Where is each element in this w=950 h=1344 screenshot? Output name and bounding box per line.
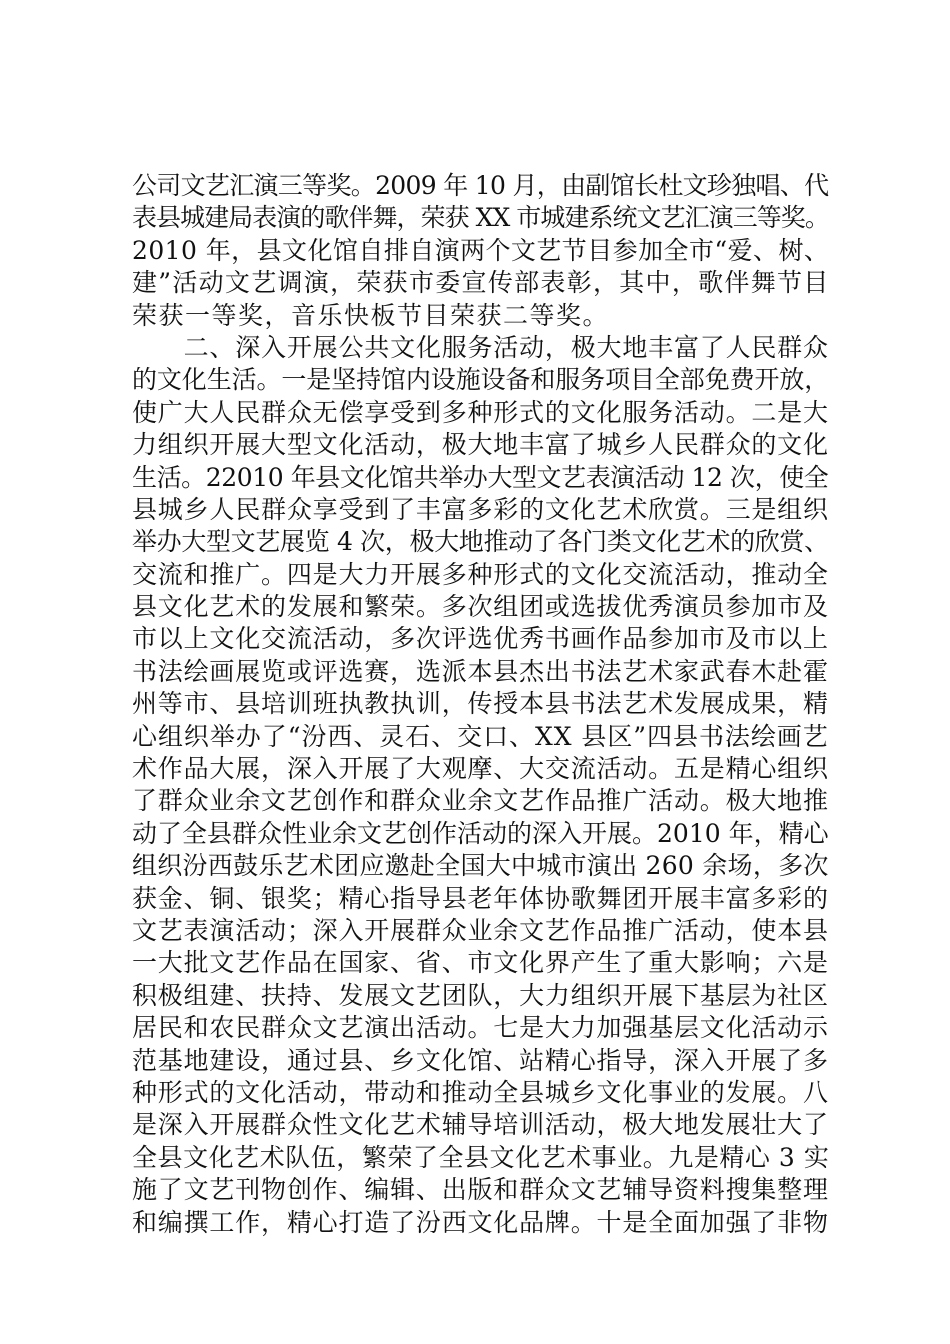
text-line: 生活。22010 年县文化馆共举办大型文艺表演活动 12 次，使全 xyxy=(132,462,829,492)
text-line: 书法绘画展览或评选赛，选派本县杰出书法艺术家武春木赴霍 xyxy=(132,656,829,686)
text-line: 范基地建设，通过县、乡文化馆、站精心指导，深入开展了多 xyxy=(132,1045,829,1075)
text-line: 获金、铜、银奖；精心指导县老年体协歌舞团开展丰富多彩的 xyxy=(132,883,829,913)
text-line: 市以上文化交流活动，多次评选优秀书画作品参加市及市以上 xyxy=(132,624,829,654)
text-line: 和编撰工作，精心打造了汾西文化品牌。十是全面加强了非物 xyxy=(132,1207,829,1237)
text-line: 使广大人民群众无偿享受到多种形式的文化服务活动。二是大 xyxy=(132,397,829,427)
text-line: 建”活动文艺调演，荣获市委宣传部表彰，其中，歌伴舞节目 xyxy=(132,268,830,298)
text-line: 表县城建局表演的歌伴舞，荣获 XX 市城建系统文艺汇演三等奖。 xyxy=(132,203,829,233)
text-line: 了群众业余文艺创作和群众业余文艺作品推广活动。极大地推 xyxy=(132,786,829,816)
text-line: 交流和推广。四是大力开展多种形式的文化交流活动，推动全 xyxy=(132,559,829,589)
text-line: 力组织开展大型文化活动，极大地丰富了城乡人民群众的文化 xyxy=(132,430,829,460)
paragraph-2-start-line: 二、深入开展公共文化服务活动，极大地丰富了人民群众 xyxy=(132,332,829,362)
text-line: 心组织举办了“汾西、灵石、交口、XX 县区”四县书法绘画艺 xyxy=(132,721,829,751)
text-line: 动了全县群众性业余文艺创作活动的深入开展。2010 年，精心 xyxy=(132,818,829,848)
text-line: 2010 年，县文化馆自排自演两个文艺节目参加全市“爱、树、 xyxy=(132,235,830,265)
text-line: 州等市、县培训班执教执训，传授本县书法艺术发展成果，精 xyxy=(132,689,829,719)
text-line: 举办大型文艺展览 4 次，极大地推动了各门类文化艺术的欣赏、 xyxy=(132,527,829,557)
text-line: 居民和农民群众文艺演出活动。七是大力加强基层文化活动示 xyxy=(132,1013,829,1043)
text-line: 术作品大展，深入开展了大观摩、大交流活动。五是精心组织 xyxy=(132,754,829,784)
text-line: 积极组建、扶持、发展文艺团队，大力组织开展下基层为社区 xyxy=(132,980,829,1010)
text-line: 种形式的文化活动，带动和推动全县城乡文化事业的发展。八 xyxy=(132,1077,829,1107)
text-line: 公司文艺汇演三等奖。2009 年 10 月，由副馆长杜文珍独唱、代 xyxy=(132,171,829,200)
text-line: 荣获一等奖，音乐快板节目荣获二等奖。 xyxy=(132,300,610,330)
text-line: 文艺表演活动；深入开展群众业余文艺作品推广活动，使本县 xyxy=(132,915,829,945)
body-text xyxy=(132,170,832,1239)
text-line: 是深入开展群众性文化艺术辅导培训活动，极大地发展壮大了 xyxy=(132,1110,829,1140)
text-line: 县城乡人民群众享受到了丰富多彩的文化艺术欣赏。三是组织 xyxy=(132,494,829,524)
text-line: 的文化生活。一是坚持馆内设施设备和服务项目全部免费开放， xyxy=(132,365,830,395)
text-line: 施了文艺刊物创作、编辑、出版和群众文艺辅导资料搜集整理 xyxy=(132,1175,829,1205)
text-line: 县文化艺术的发展和繁荣。多次组团或选拔优秀演员参加市及 xyxy=(132,592,829,622)
text-line: 全县文化艺术队伍，繁荣了全县文化艺术事业。九是精心 3 实 xyxy=(132,1142,830,1172)
text-line: 组织汾西鼓乐艺术团应邀赴全国大中城市演出 260 余场，多次 xyxy=(132,851,829,881)
text-line: 一大批文艺作品在国家、省、市文化界产生了重大影响；六是 xyxy=(132,948,829,978)
